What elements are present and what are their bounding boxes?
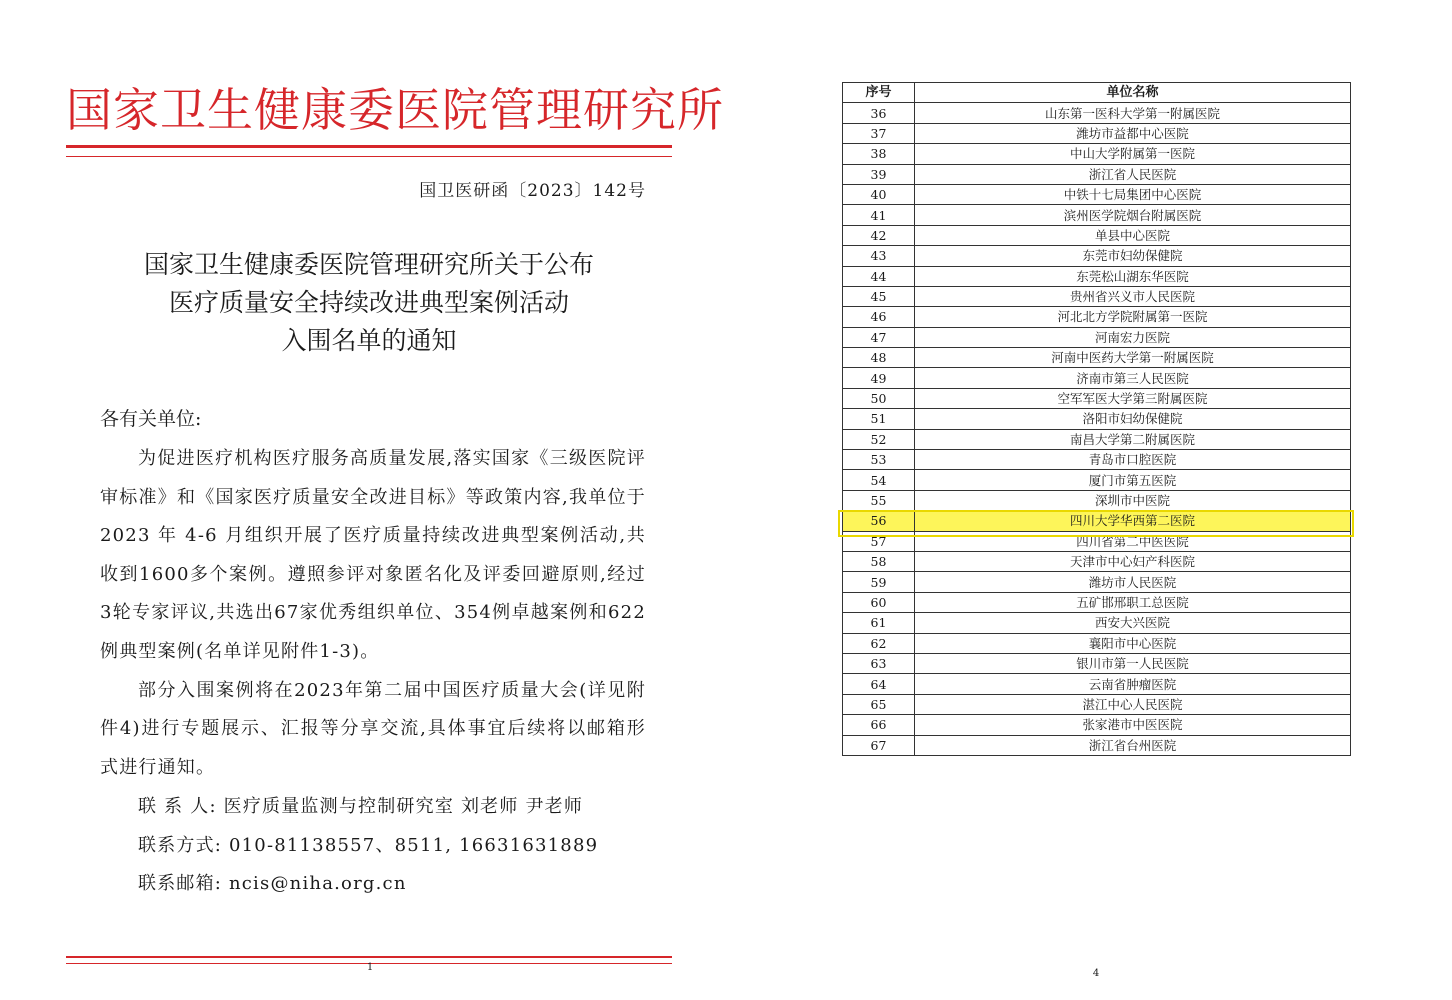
contact-person: 联 系 人: 医疗质量监测与控制研究室 刘老师 尹老师 [138,796,584,817]
unit-list-table [842,82,1351,756]
cell-unit-name: 东莞市妇幼保健院 [915,246,1351,266]
table-row [843,694,1351,714]
cell-unit-name: 浙江省人民医院 [915,164,1351,184]
table-header-row [843,83,1351,103]
contact-phone: 联系方式: 010-81138557、8511, 16631631889 [138,834,599,856]
cell-unit-name: 河南宏力医院 [915,327,1351,347]
cell-serial: 60 [843,592,915,612]
contact-email: 联系邮箱: ncis@niha.org.cn [138,873,407,895]
table-row [843,164,1351,184]
cell-unit-name: 潍坊市人民医院 [915,572,1351,592]
cell-unit-name: 五矿邯邢职工总医院 [915,592,1351,612]
org-header: 国家卫生健康委医院管理研究所 [66,83,724,137]
cell-unit-name: 湛江中心人民医院 [915,694,1351,714]
cell-unit-name: 青岛市口腔医院 [915,450,1351,470]
body-text [100,440,646,787]
cell-serial: 59 [843,572,915,592]
table-row [843,286,1351,306]
cell-serial: 46 [843,307,915,327]
cell-serial: 40 [843,184,915,204]
table-row [843,735,1351,755]
cell-unit-name: 中山大学附属第一医院 [915,144,1351,164]
paragraph: 部分入围案例将在2023年第二届中国医疗质量大会(详见附件4)进行专题展示、汇报等分享交流,具体事宜后续将以邮箱形式进行通知。 [100,679,646,778]
table-row [843,450,1351,470]
cell-serial: 44 [843,266,915,286]
title-line: 医疗质量安全持续改进典型案例活动 [168,288,569,317]
table-row [843,653,1351,673]
table-row [843,490,1351,510]
cell-unit-name: 滨州医学院烟台附属医院 [915,205,1351,225]
page-number: 1 [366,962,374,973]
table-row [843,266,1351,286]
cell-unit-name: 洛阳市妇幼保健院 [915,409,1351,429]
cell-serial: 54 [843,470,915,490]
table-row [843,592,1351,612]
table-row [843,368,1351,388]
table-row [843,184,1351,204]
paragraph: 为促进医疗机构医疗服务高质量发展,落实国家《三级医院评审标准》和《国家医疗质量安全改进目标》等政策内容,我单位于 2023 年 4-6 月组织开展了医疗质量持续改进典型案例活动,共收到1600多个案例。遵照参评对象匿名化及评委回避原则,经过3轮专家评议,共选出67家优秀组织单位、354例卓越案例和622例典型案例(名单详见附件1-3)。 [100,448,646,662]
table-row [843,633,1351,653]
header-serial: 序号 [843,83,915,103]
table-row [843,246,1351,266]
cell-serial: 66 [843,715,915,735]
cell-unit-name: 潍坊市益都中心医院 [915,123,1351,143]
cell-serial: 45 [843,286,915,306]
cell-unit-name: 南昌大学第二附属医院 [915,429,1351,449]
table-row [843,470,1351,490]
cell-serial: 41 [843,205,915,225]
cell-unit-name: 单县中心医院 [915,225,1351,245]
cell-unit-name: 西安大兴医院 [915,613,1351,633]
cell-unit-name: 浙江省台州医院 [915,735,1351,755]
cell-serial: 51 [843,409,915,429]
table-row [843,613,1351,633]
cell-unit-name: 东莞松山湖东华医院 [915,266,1351,286]
cell-serial: 53 [843,450,915,470]
header-unit-name: 单位名称 [915,83,1351,103]
cell-unit-name: 云南省肿瘤医院 [915,674,1351,694]
page-number: 4 [1092,968,1100,979]
title-line: 国家卫生健康委医院管理研究所关于公布 [143,250,594,279]
cell-serial: 43 [843,246,915,266]
cell-unit-name: 襄阳市中心医院 [915,633,1351,653]
table-row [843,225,1351,245]
cell-serial: 42 [843,225,915,245]
cell-serial: 48 [843,348,915,368]
table-row [843,511,1351,531]
doc-number: 国卫医研函〔2023〕142号 [419,181,646,201]
cell-serial: 61 [843,613,915,633]
table-row [843,327,1351,347]
cell-serial: 62 [843,633,915,653]
cell-serial: 56 [843,511,915,531]
cell-serial: 49 [843,368,915,388]
table-row [843,429,1351,449]
cell-serial: 58 [843,551,915,571]
cell-serial: 64 [843,674,915,694]
table-row [843,715,1351,735]
cell-unit-name: 中铁十七局集团中心医院 [915,184,1351,204]
cell-unit-name: 四川省第二中医医院 [915,531,1351,551]
table-row [843,531,1351,551]
cell-unit-name: 深圳市中医院 [915,490,1351,510]
title-line: 入围名单的通知 [281,326,457,355]
cell-unit-name: 山东第一医科大学第一附属医院 [915,103,1351,123]
cell-serial: 57 [843,531,915,551]
cell-unit-name: 四川大学华西第二医院 [915,511,1351,531]
cell-serial: 65 [843,694,915,714]
unit-list-table-wrap [842,82,1350,756]
cell-unit-name: 河北北方学院附属第一医院 [915,307,1351,327]
doc-title [66,246,672,360]
table-row [843,205,1351,225]
table-row [843,307,1351,327]
cell-serial: 67 [843,735,915,755]
cell-unit-name: 贵州省兴义市人民医院 [915,286,1351,306]
cell-serial: 52 [843,429,915,449]
cell-unit-name: 厦门市第五医院 [915,470,1351,490]
cell-unit-name: 天津市中心妇产科医院 [915,551,1351,571]
table-body [843,103,1351,756]
cell-serial: 36 [843,103,915,123]
cell-serial: 37 [843,123,915,143]
cell-unit-name: 银川市第一人民医院 [915,653,1351,673]
table-row [843,123,1351,143]
table-row [843,388,1351,408]
cell-serial: 63 [843,653,915,673]
table-row [843,144,1351,164]
table-row [843,348,1351,368]
cell-unit-name: 河南中医药大学第一附属医院 [915,348,1351,368]
cell-unit-name: 空军军医大学第三附属医院 [915,388,1351,408]
salutation: 各有关单位: [100,408,202,430]
cell-serial: 38 [843,144,915,164]
cell-unit-name: 济南市第三人民医院 [915,368,1351,388]
table-row [843,572,1351,592]
cell-serial: 39 [843,164,915,184]
cell-unit-name: 张家港市中医医院 [915,715,1351,735]
cell-serial: 50 [843,388,915,408]
cell-serial: 47 [843,327,915,347]
table-row [843,674,1351,694]
cell-serial: 55 [843,490,915,510]
table-row [843,409,1351,429]
contact-block [138,788,598,904]
red-rule-top [66,145,672,157]
table-row [843,103,1351,123]
table-row [843,551,1351,571]
right-page [726,0,1452,1000]
